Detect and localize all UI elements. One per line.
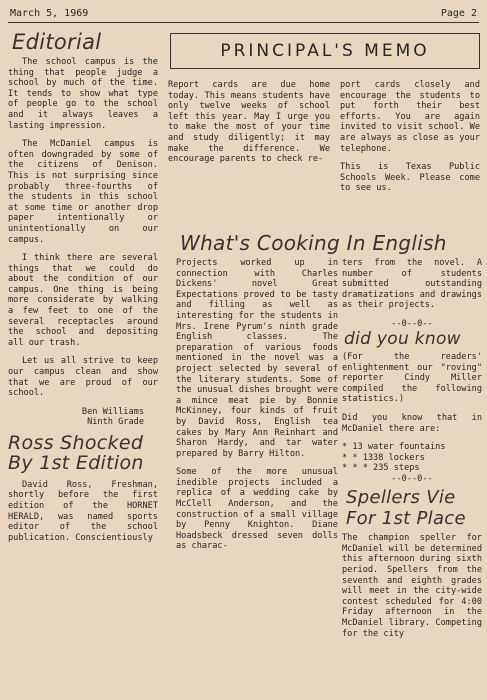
stats-item: * * 1338 lockers <box>342 452 425 463</box>
did-you-know-headline: did you know <box>344 328 461 349</box>
stats-item: * * * 235 steps <box>342 463 420 474</box>
principals-memo-heading: PRINCIPAL'S MEMO <box>170 33 480 69</box>
editorial-column <box>8 32 158 700</box>
spellers-paragraph: The champion speller for McDaniel will be determined this afternoon during sixth period. Spellers from the seventh and eighth grades will meet in the city-wide contest scheduled for 4:00 Friday afternoon in the McDaniel library. Competing for the city <box>342 533 482 639</box>
memo-paragraph: This is Texas Public Schools Week. Please come to see us. <box>340 162 480 194</box>
cooking-column <box>176 258 338 700</box>
stats-item: * 13 water fountains <box>342 442 446 453</box>
page-number: Page 2 <box>440 8 477 19</box>
memo-paragraph: Report cards are due home today. This means students have only twelve weeks of school left this year. May I urge you to make the most of your time and study diligently; it may make the difference. We encourage parents to check re- <box>168 80 330 165</box>
spellers-headline: Spellers Vie For 1st Place <box>346 486 466 529</box>
editorial-paragraph: Let us all strive to keep our campus clean and show that we are proud of our school. <box>8 356 158 399</box>
editorial-paragraph: The McDaniel campus is often downgraded by some of the citizens of Denison. This is not surprising since probably three-fourths of the students in this school at some time or another drop paper intentionally or unintentionally on our campus. <box>8 139 158 245</box>
memo-column-left <box>168 80 330 243</box>
memo-paragraph: port cards closely and encourage the students to put forth their best efforts. You are again invited to visit school. We are always as close as your telephone. <box>340 80 480 154</box>
cooking-paragraph: ters from the novel. A number of students submitted outstanding dramatizations and drawings as their projects. <box>342 258 482 311</box>
cooking-paragraph: Some of the more unusual inedible projects included a replica of a wedding cake by McClell Anderson, and the construction of a small village by Penny Knighton. Diane Hoadsbeck dressed seven dolls as charac- <box>176 467 338 552</box>
page-header <box>8 6 479 23</box>
right-column <box>342 258 482 700</box>
cooking-paragraph: Projects worked up in connection with Charles Dickens' novel Great Expectations proved to be tasty and filling as well as interesting for the students in Mrs. Irene Pyrum's ninth grade English classes. The preparation of various foods mentioned in the novel was a project selected by several of the literary students. Some of the unusual dishes brought were a mince meat pie by Bonnie McKinney, four kinds of fruit by David Ross, English tea cakes by Mary Ann Reinhart and Sharon Hardy, and tar water prepared by Barry Hilton. <box>176 258 338 459</box>
memo-column-right <box>340 80 480 243</box>
editorial-title: Editorial <box>12 32 102 54</box>
editorial-paragraph: The school campus is the thing that people judge a school by much of the time. It tends to show what type of people go to the school and it always leaves a lasting impression. <box>8 57 158 131</box>
divider: --0--0-- <box>391 473 433 484</box>
divider: --0--0-- <box>391 318 433 329</box>
issue-date: March 5, 1969 <box>10 8 89 19</box>
ross-headline: Ross Shocked By 1st Edition <box>8 432 144 474</box>
ross-paragraph: David Ross, Freshman, shortly before the first edition of the HORNET HERALD, was named sports editor of the school publication. Conscientiously <box>8 479 158 543</box>
editorial-signature: Ben Williams Ninth Grade <box>81 406 144 428</box>
did-you-know-intro: (For the readers' enlightenment our "roving" reporter Cindy Miller compiled the following statistics.) <box>342 351 482 405</box>
stats-list <box>342 442 482 474</box>
editorial-paragraph: I think there are several things that we could do about the condition of our campus. One thing is being more considerate by walking a few feet to one of the several receptacles around the school and depositing all our trash. <box>8 253 158 348</box>
cooking-headline: What's Cooking In English <box>180 231 447 255</box>
did-you-know-lead: Did you know that in McDaniel there are: <box>342 412 482 434</box>
